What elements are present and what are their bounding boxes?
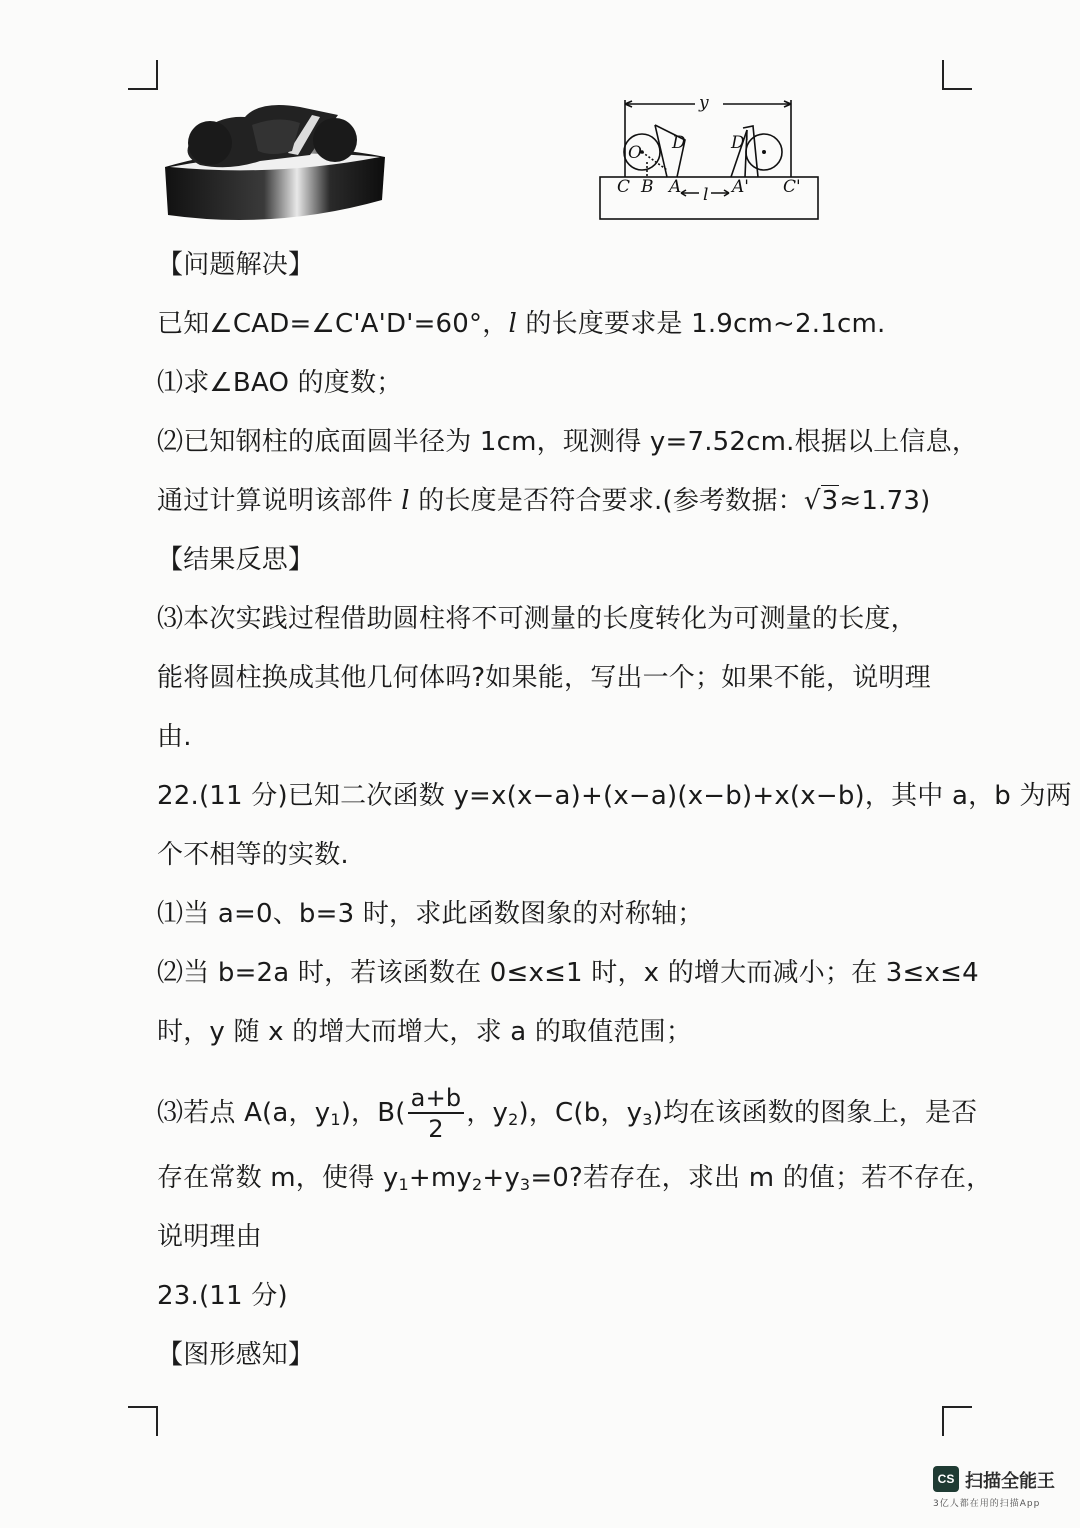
sqrt-sign: √ [803, 486, 821, 516]
measurement-diagram [595, 90, 825, 225]
problem-23-heading: 23.(11 分) [157, 1281, 288, 1311]
section-heading-reflection: 【结果反思】 [157, 545, 315, 575]
text-run: 存在常数 m，使得 y [157, 1163, 399, 1193]
problem-22-line-1: 22.(11 分)已知二次函数 y=x(x−a)+(x−a)(x−b)+x(x−b)，其中 a，b 为两 [157, 781, 1072, 811]
question-3-line-1: ⑶本次实践过程借助圆柱将不可测量的长度转化为可测量的长度， [157, 604, 917, 634]
var-l: l [508, 309, 517, 339]
var-l: l [401, 486, 410, 516]
text-run: )，B( [340, 1098, 406, 1128]
subscript: 2 [471, 1175, 483, 1194]
subscript: 1 [398, 1175, 409, 1194]
label-A-prime: A' [732, 177, 749, 197]
label-A: A [669, 177, 682, 197]
problem-22-part-3-line-2 [157, 1162, 992, 1201]
text-run: ≈1.73) [839, 486, 931, 516]
text-run: )，C(b，y [518, 1098, 643, 1128]
label-B: B [641, 177, 654, 197]
crop-mark-top-right [942, 60, 972, 90]
subscript: 3 [519, 1175, 531, 1194]
label-D: D [672, 133, 686, 153]
crop-mark-bottom-left [128, 1406, 158, 1436]
question-2-line-1: ⑵已知钢柱的底面圆半径为 1cm，现测得 y=7.52cm.根据以上信息， [157, 427, 979, 457]
label-C: C [617, 177, 631, 197]
text-run: 已知∠CAD=∠C'A'D'=60°， [157, 309, 509, 339]
subscript: 3 [642, 1110, 653, 1129]
label-C-prime: C' [783, 177, 801, 197]
subscript: 1 [330, 1110, 341, 1129]
text-run: ，y [466, 1098, 509, 1128]
fraction-numerator: a+b [408, 1086, 465, 1114]
label-D-prime: D' [731, 133, 750, 153]
problem-22-line-2: 个不相等的实数. [157, 840, 349, 870]
problem-22-part-2-line-1: ⑵当 b=2a 时，若该函数在 0≤x≤1 时，x 的增大而减小；在 3≤x≤4 [157, 958, 979, 988]
section-heading-shape-perception: 【图形感知】 [157, 1340, 315, 1370]
problem-22-part-1: ⑴当 a=0、b=3 时，求此函数图象的对称轴； [157, 899, 704, 929]
text-run: +y [482, 1163, 520, 1193]
fraction-a-plus-b-over-2 [408, 1086, 465, 1141]
scanner-watermark [933, 1466, 1063, 1516]
label-O: O [628, 143, 642, 163]
crop-mark-bottom-right [942, 1406, 972, 1436]
text-run: =0?若存在，求出 m 的值；若不存在， [530, 1163, 993, 1193]
given-condition [157, 308, 885, 340]
problem-22-part-3-line-1 [157, 1086, 977, 1147]
watermark-tagline: 3亿人都在用的扫描App [933, 1499, 1041, 1509]
question-3-line-2: 能将圆柱换成其他几何体吗?如果能，写出一个；如果不能，说明理 [157, 663, 931, 693]
subscript: 2 [508, 1110, 519, 1129]
label-l: l [703, 185, 709, 205]
problem-22-part-3-line-3: 说明理由 [157, 1222, 262, 1252]
problem-22-part-2-line-2: 时，y 随 x 的增大而增大，求 a 的取值范围； [157, 1017, 693, 1047]
watermark-app-name: 扫描全能王 [965, 1471, 1055, 1492]
crop-mark-top-left [128, 60, 158, 90]
sqrt-radicand: 3 [821, 486, 839, 516]
question-1: ⑴求∠BAO 的度数； [157, 368, 403, 398]
text-run: ⑶若点 A(a，y [157, 1098, 331, 1128]
question-2-line-2 [157, 485, 930, 517]
section-heading-problem-solving: 【问题解决】 [157, 250, 315, 280]
fraction-denominator: 2 [428, 1115, 444, 1143]
label-y: y [699, 93, 709, 113]
camscanner-logo-icon: CS [933, 1466, 959, 1492]
part-photo [160, 95, 390, 225]
text-run: 的长度是否符合要求.(参考数据： [409, 486, 804, 516]
text-run: 通过计算说明该部件 [157, 486, 402, 516]
sqrt-3 [804, 485, 840, 517]
question-3-line-3: 由. [157, 722, 192, 752]
text-run: 的长度要求是 1.9cm~2.1cm. [516, 309, 886, 339]
text-run: +my [408, 1163, 472, 1193]
text-run: )均在该函数的图象上，是否 [652, 1098, 978, 1128]
